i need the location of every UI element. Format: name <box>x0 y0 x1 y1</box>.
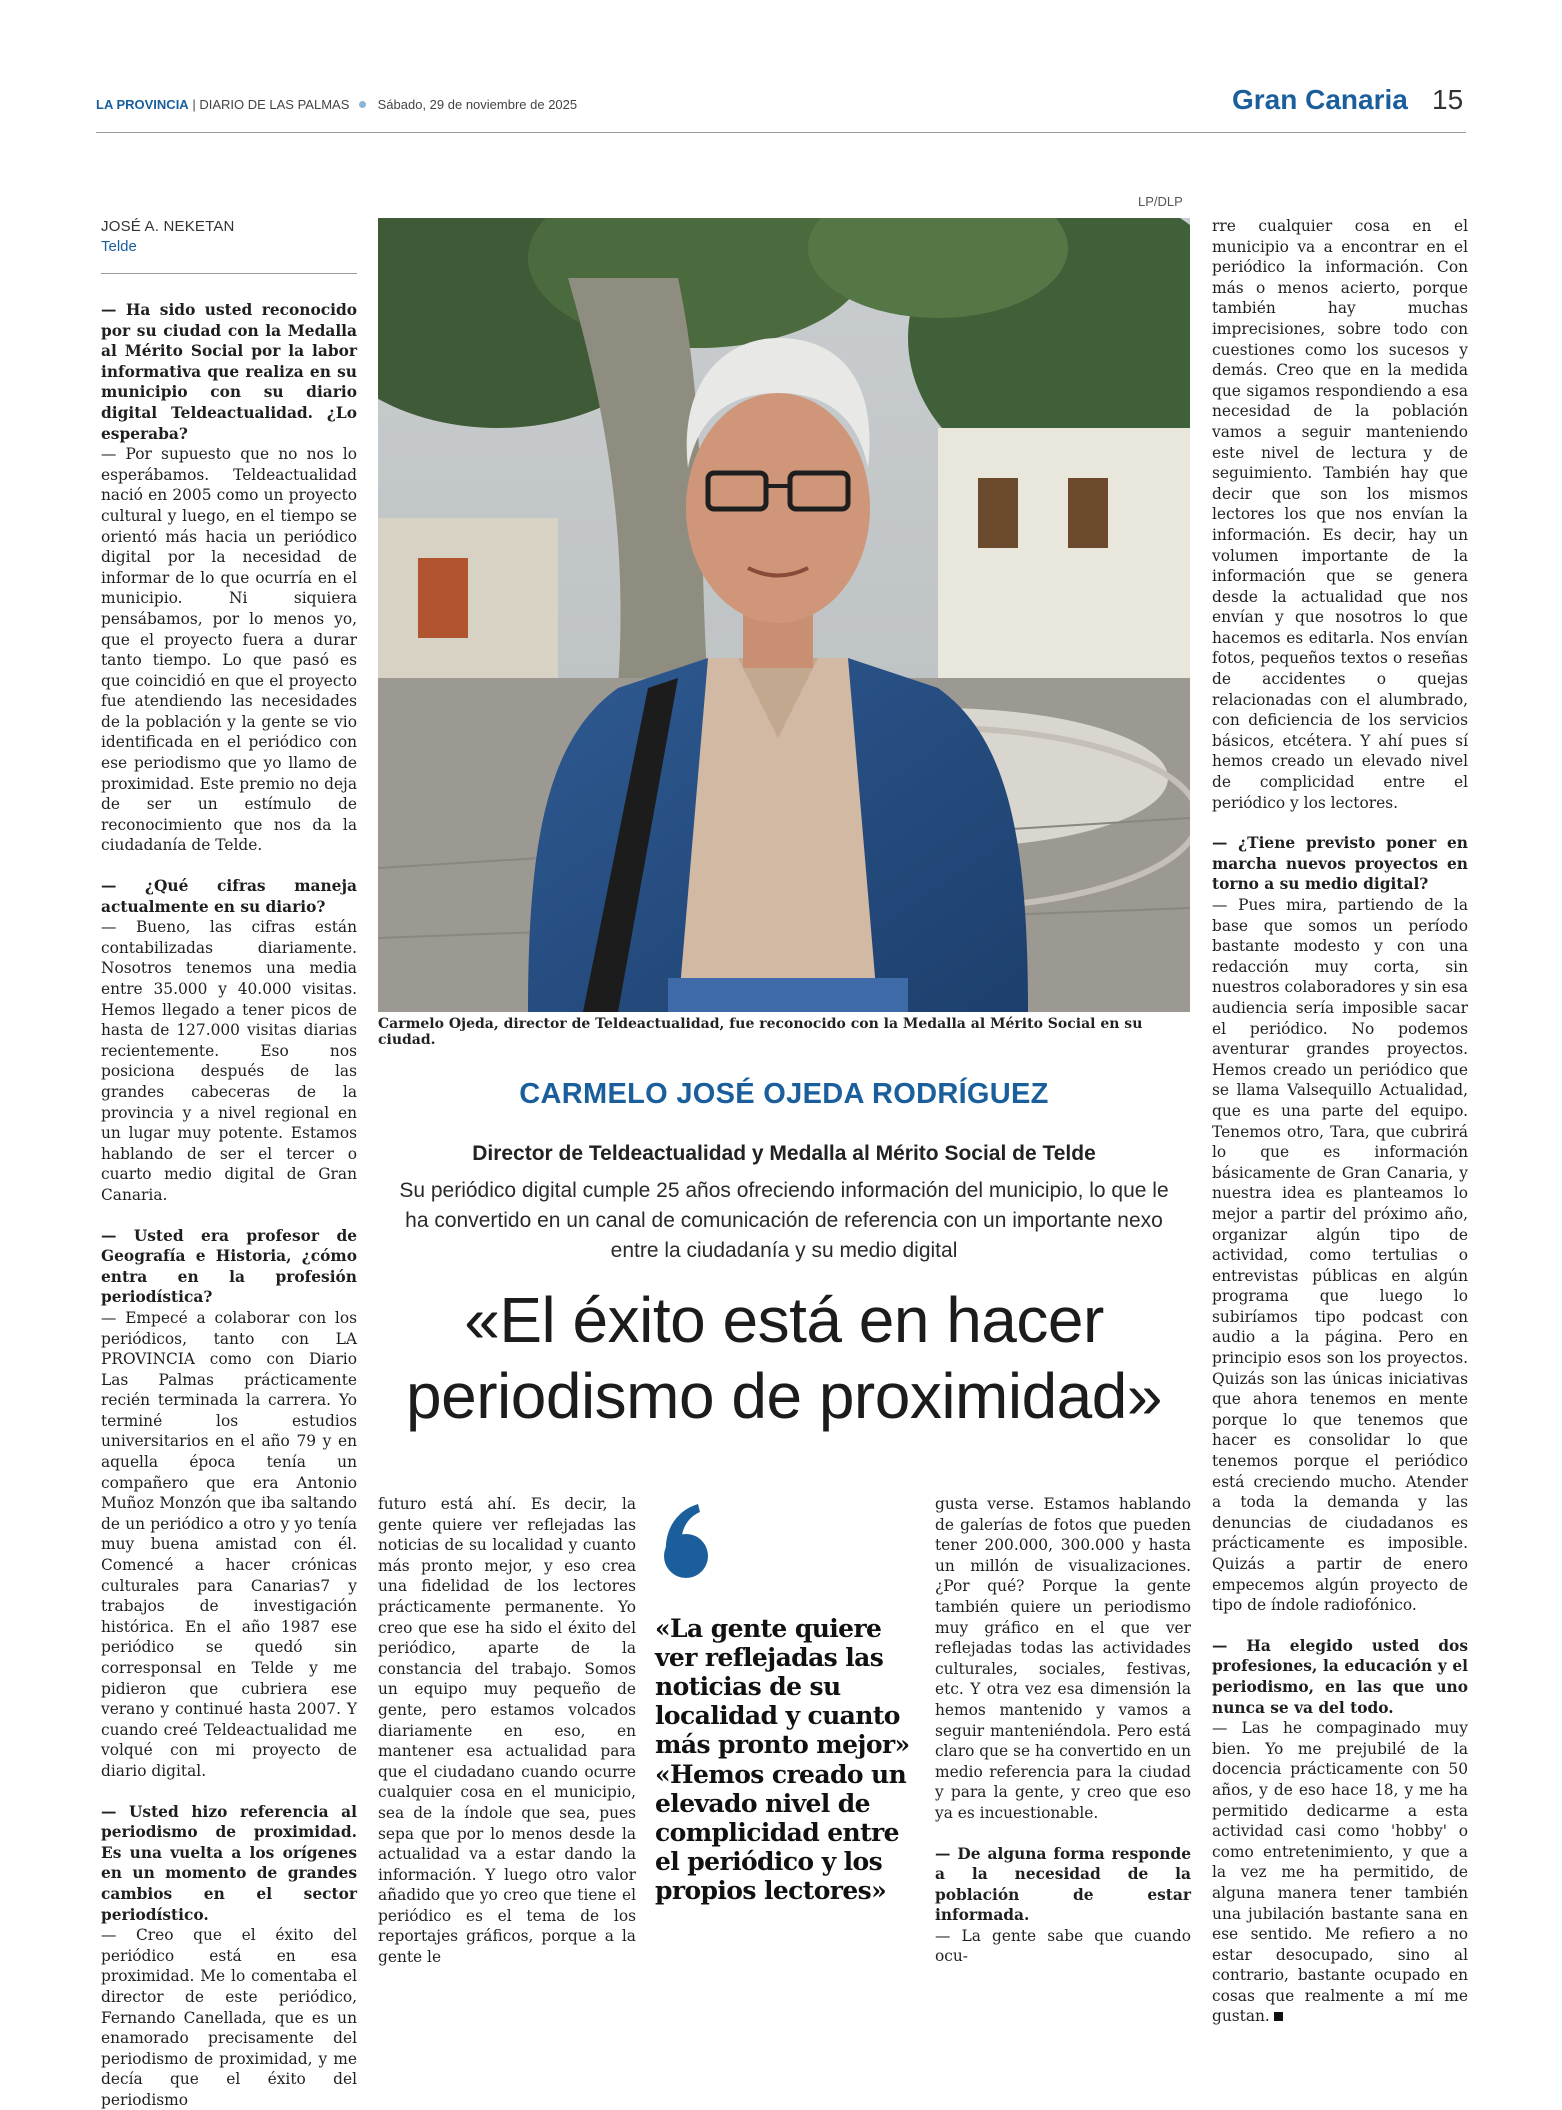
article-column-4 <box>935 1494 1191 1967</box>
portrait-illustration <box>378 218 1190 1012</box>
interview-question: — De alguna forma responde a la necesidad de la población de estar informada. <box>935 1844 1191 1925</box>
masthead-separator: | <box>192 97 196 112</box>
edition-name: DIARIO DE LAS PALMAS <box>199 97 350 112</box>
interview-question: — Ha elegido usted dos profesiones, la educación y el periodismo, en las que uno nunca se va del todo. <box>1212 1636 1468 1717</box>
page-number: 15 <box>1432 84 1464 115</box>
interview-answer: rre cualquier cosa en el municipio va a encontrar en el periódico la información. Con más o menos acierto, porque también hay muchas imprecisiones, sobre todo con cuestiones como los sucesos y demás. Creo que en la medida que sigamos respondiendo a esa necesidad de la población vamos a seguir manteniendo este nivel de lectura y de seguimiento. También hay que decir que son los mismos lectores los que nos envían la información. Es decir, hay un volumen importante de la información que se genera desde la actualidad que nos envían y que nosotros lo que hacemos es editarla. Nos envían fotos, pequeños textos o reseñas de accidentes o quejas relacionadas con el alumbrado, con deficiencia de los servicios básicos, etcétera. Y ahí pues sí hemos creado un elevado nivel de complicidad entre el periódico y los lectores. <box>1212 217 1468 812</box>
interview-answer: futuro está ahí. Es decir, la gente quiere ver reflejadas las noticias de su localidad y cuanto más pronto mejor, y eso crea una fidelidad de los lectores prácticamente permanente. Yo creo que ese ha sido el éxito del periódico, aparte de la constancia del trabajo. Somos un equipo muy pequeño de gente, pero estamos volcados diariamente en eso, en mantener esa actualidad para que el ciudadano cuando ocurre cualquier cosa en el municipio, sea de la índole que sea, pues sepa que por lo menos desde la actualidad va a estar dando la información. Y luego otro valor añadido que yo creo que tiene el periódico es el tema de los reportajes gráficos, porque a la gente le <box>378 1495 636 1967</box>
interview-answer: — Bueno, las cifras están contabilizadas diariamente. Nosotros tenemos una media entre 35.000 y 40.000 visitas. Hemos llegado a tener picos de hasta de 127.000 visitas diarias recientemente. Eso nos posiciona después de las grandes cabeceras de la provincia y a nivel regional en un lugar muy potente. Estamos hablando de ser el tercer o cuarto medio digital de Gran Canaria. <box>101 918 357 1204</box>
pull-quote: «Hemos creado un elevado nivel de complicidad entre el periódico y los propios lectores» <box>655 1760 907 1905</box>
article-column-1 <box>101 300 357 2110</box>
standfirst: Su periódico digital cumple 25 años ofreciendo información del municipio, lo que le ha convertido en un canal de comunicación de referencia con un importante nexo entre la ciudadanía y su medio digital <box>399 1179 1169 1262</box>
interview-answer: — Pues mira, partiendo de la base que somos un período bastante modesto y con una redacción muy corta, sin nuestros colaboradores y sin esa audiencia sería imposible sacar el periódico. No podemos aventurar grandes proyectos. Hemos creado un periódico que se llama Valsequillo Actualidad, que es una parte del equipo. Tenemos otro, Tara, que cubrirá lo que es información básicamente de Gran Canaria, y nuestra idea es planteamos lo mejor a partir del próximo año, organizar algún tipo de actividad, como tertulias o entrevistas públicas en algún programa que luego lo subiríamos tipo podcast con audio a la página. Pero en principio esos son los proyectos. Quizás son las únicas iniciativas que ahora tenemos en mente porque lo que tenemos que hacer es consolidar lo que tenemos porque el periódico está creciendo mucho. Atender a toda la demanda y las denuncias de ciudadanos es prácticamente es imposible. Quizás a partir de enero empecemos algún proyecto de tipo de índole radiofónico. <box>1212 896 1468 1615</box>
header-rule <box>96 132 1466 133</box>
portrait-photo <box>378 218 1190 1012</box>
interview-answer: — La gente sabe que cuando ocu- <box>935 1926 1191 1966</box>
headline-line: «El éxito está en hacer <box>464 1284 1104 1356</box>
subject-title: Director de Teldeactualidad y Medalla al Mérito Social de Telde <box>472 1142 1096 1165</box>
subject-name: CARMELO JOSÉ OJEDA RODRÍGUEZ <box>519 1078 1049 1110</box>
interview-answer: — Empecé a colaborar con los periódicos, tanto con LA PROVINCIA como con Diario Las Palmas prácticamente recién terminada la carrera. Yo terminé los estudios universitarios en el año 79 y en aquella época tenía un compañero que era Antonio Muñoz Monzón que iba saltando de un periódico a otro y yo tenía muy buena amistad con él. Comencé a hacer crónicas culturales para Canarias7 y trabajos de investigación histórica. En el año 1987 ese periódico se quedó sin corresponsal en Telde y me pidieron que cubriera ese verano y continué hasta 2007. Y cuando creé Teldeactualidad me volqué con mi proyecto de diario digital. <box>101 1308 357 1780</box>
interview-question: — Usted hizo referencia al periodismo de proximidad. Es una vuelta a los orígenes en un momento de grandes cambios en el sector periodístico. <box>101 1802 357 1924</box>
quote-mark-icon <box>652 1498 716 1592</box>
photo-caption: Carmelo Ojeda, director de Teldeactualidad, fue reconocido con la Medalla al Mérito Social en su ciudad. <box>378 1016 1143 1048</box>
interview-question: — Ha sido usted reconocido por su ciudad con la Medalla al Mérito Social por la labor informativa que realiza en su municipio con su diario digital Teldeactualidad. ¿Lo esperaba? <box>101 301 357 443</box>
headline-line: periodismo de proximidad» <box>406 1360 1162 1432</box>
interview-answer: — Por supuesto que no nos lo esperábamos. Teldeactualidad nació en 2005 como un proyecto cultural y luego, en el tiempo se orientó más hacia un periódico digital por la necesidad de informar de lo que ocurría en el municipio. Ni siquiera pensábamos, por lo menos yo, que el proyecto fuera a durar tanto tiempo. Lo que pasó es que coincidió en que el proyecto fue atendiendo las necesidades de la población y la gente se vio identificada en el periódico con ese periodismo que yo llamo de proximidad. Este premio no deja de ser un estímulo de reconocimiento que nos da la ciudadanía de Telde. <box>101 445 357 855</box>
masthead-strip <box>96 97 577 112</box>
newspaper-name: LA PROVINCIA <box>96 97 189 112</box>
answer-text: — Las he compaginado muy bien. Yo me prejubilé de la docencia prácticamente con 50 años, y de eso hace 18, y me ha permitido dedicarme a esta actividad casi como 'hobby' o como entretenimiento, y que a la vez me ha permitido, de alguna manera tener también una jubilación bastante sana en ese sentido. Me refiero a no estar desocupado, sino al contrario, bastante ocupado en cosas que realmente a mí me gustan. <box>1212 1719 1468 2026</box>
end-of-article-icon <box>1274 2012 1283 2021</box>
interview-answer <box>1212 1718 1468 2027</box>
issue-date: Sábado, 29 de noviembre de 2025 <box>377 97 578 112</box>
pull-quote: «La gente quiere ver reflejadas las noticias de su localidad y cuanto más pronto mejor» <box>655 1614 910 1759</box>
photo-credit: LP/DLP <box>1138 194 1183 209</box>
byline-place: Telde <box>101 238 137 255</box>
interview-question: — Usted era profesor de Geografía e Historia, ¿cómo entra en la profesión periodística? <box>101 1226 357 1307</box>
interview-question: — ¿Qué cifras maneja actualmente en su diario? <box>101 877 357 916</box>
byline-rule <box>101 273 357 274</box>
interview-question: — ¿Tiene previsto poner en marcha nuevos proyectos en torno a su medio digital? <box>1212 834 1468 894</box>
interview-answer: — Creo que el éxito del periódico está en esa proximidad. Me lo comentaba el director de este periódico, Fernando Canellada, que es un enamorado precisamente del periodismo de proximidad, y me decía que el éxito del periodismo <box>101 1926 357 2109</box>
interview-answer: gusta verse. Estamos hablando de galerías de fotos que pueden tener 200.000, 300.000 y hasta un millón de visualizaciones. ¿Por qué? Porque la gente también quiere un periodismo muy gráfico en el que ver reflejadas todas las actividades culturales, sociales, festivas, etc. Y otra vez esa dimensión la hemos mantenido y vamos a seguir manteniéndola. Pero está claro que se ha convertido en un medio referencia para la ciudad y para la gente, y creo que eso ya es incuestionable. <box>935 1495 1191 1822</box>
article-column-5 <box>1212 216 1468 2027</box>
headline <box>366 1282 1202 1434</box>
byline-author: JOSÉ A. NEKETAN <box>101 218 235 235</box>
article-column-2 <box>378 1494 636 1968</box>
bullet-dot-icon <box>359 101 366 108</box>
section-title: Gran Canaria <box>1232 84 1408 115</box>
